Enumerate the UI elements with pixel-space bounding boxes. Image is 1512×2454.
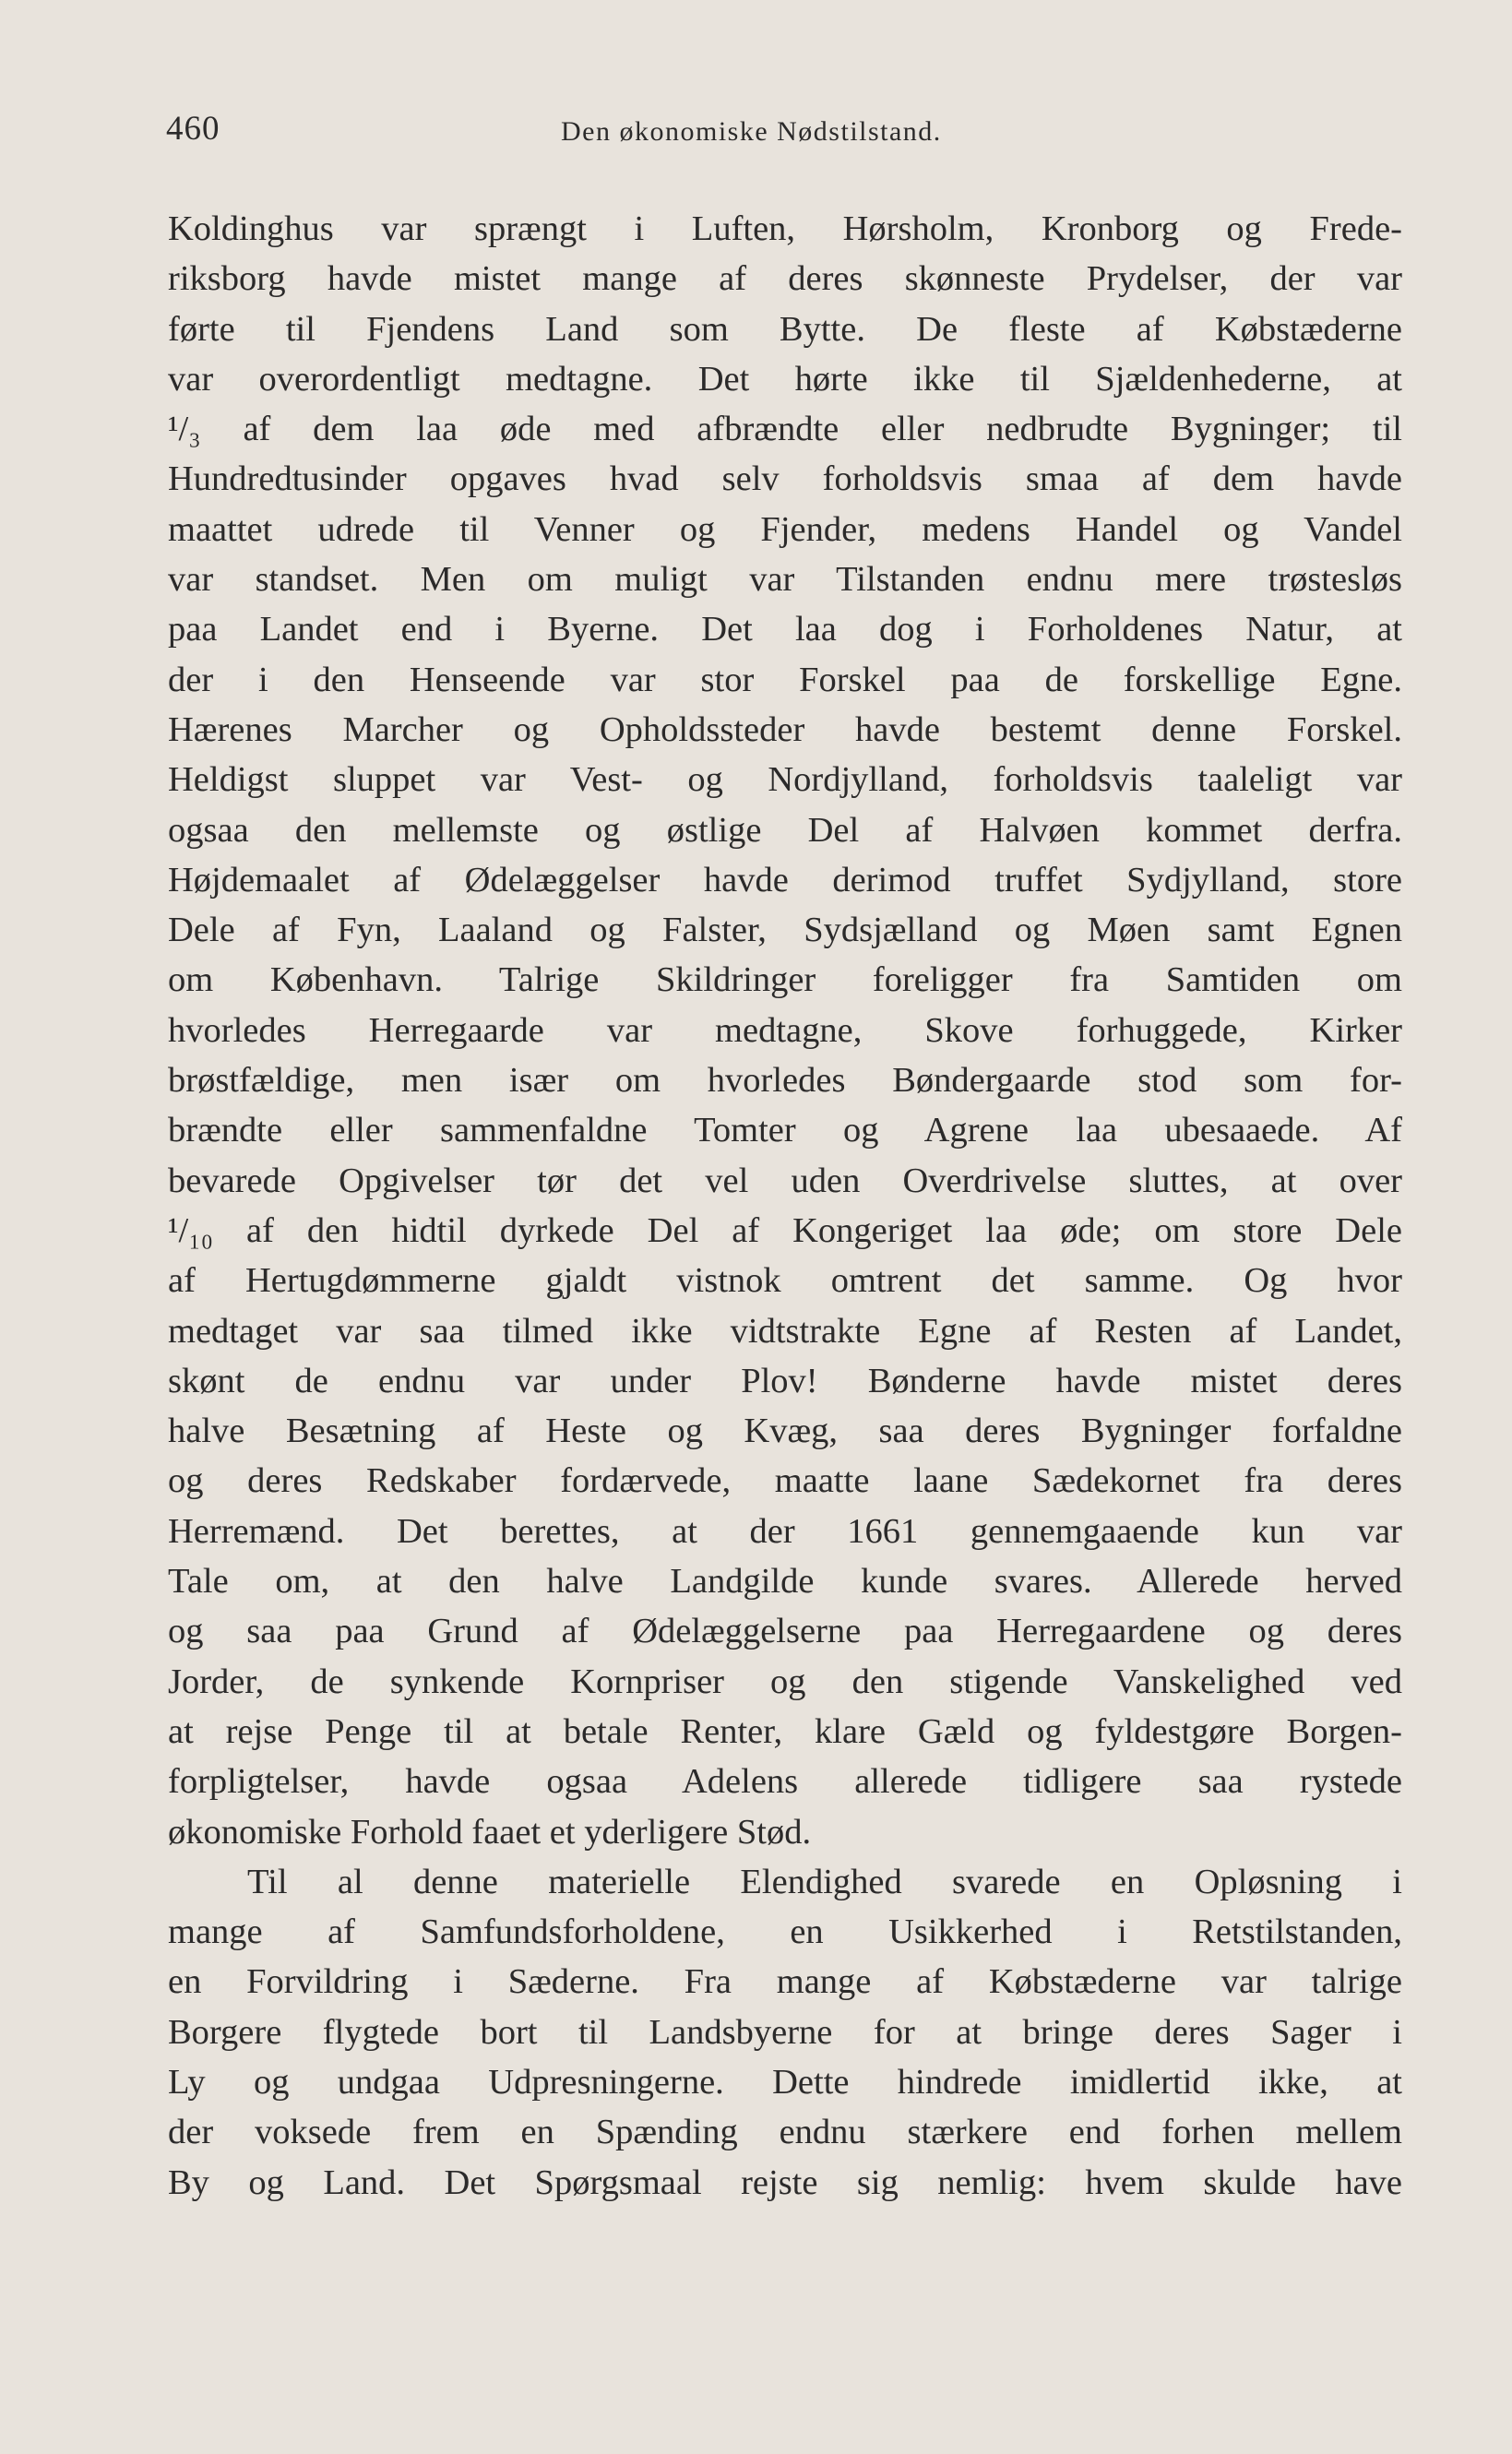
text-line: Dele af Fyn, Laaland og Falster, Sydsjælland og Møen samt Egnen <box>168 911 1402 950</box>
text-line: skønt de endnu var under Plov! Bønderne havde mistet deres <box>168 1361 1402 1400</box>
text-line: forpligtelser, havde ogsaa Adelens allerede tidligere saa rystede <box>168 1762 1402 1802</box>
text-line: maattet udrede til Venner og Fjender, medens Handel og Vandel <box>168 509 1402 549</box>
text-line: der i den Henseende var stor Forskel paa de forskellige Egne. <box>168 660 1402 699</box>
text-line: Borgere flygtede bort til Landsbyerne for at bringe deres Sager i <box>168 2012 1402 2052</box>
body-text <box>168 204 1402 2208</box>
page-number: 460 <box>166 110 220 148</box>
text-line: Til al denne materielle Elendighed svarede en Opløsning i <box>247 1862 1402 1901</box>
text-line: Jorder, de synkende Kornpriser og den stigende Vanskelighed ved <box>168 1662 1402 1701</box>
text-line: økonomiske Forhold faaet et yderligere Stød. <box>168 1812 812 1852</box>
text-line: brøstfældige, men især om hvorledes Bøndergaarde stod som for- <box>168 1061 1402 1101</box>
text-line: Højdemaalet af Ødelæggelser havde derimod truffet Sydjylland, store <box>168 860 1402 899</box>
text-line: Tale om, at den halve Landgilde kunde svares. Allerede herved <box>168 1562 1402 1602</box>
text-line: ogsaa den mellemste og østlige Del af Halvøen kommet derfra. <box>168 810 1402 850</box>
text-line: hvorledes Herregaarde var medtagne, Skove forhuggede, Kirker <box>168 1010 1402 1050</box>
text-line: medtaget var saa tilmed ikke vidtstrakte Egne af Resten af Landet, <box>168 1311 1402 1351</box>
text-line: Koldinghus var sprængt i Luften, Hørsholm, Kronborg og Frede- <box>168 209 1402 248</box>
text-line: ¹/₃ af dem laa øde med afbrændte eller nedbrudte Bygninger; til <box>168 410 1402 449</box>
text-line: By og Land. Det Spørgsmaal rejste sig nemlig: hvem skulde have <box>168 2162 1402 2202</box>
text-line: Hundredtusinder opgaves hvad selv forholdsvis smaa af dem havde <box>168 459 1402 499</box>
text-line: der voksede frem en Spænding endnu stærkere end forhen mellem <box>168 2113 1402 2152</box>
text-line: Ly og undgaa Udpresningerne. Dette hindrede imidlertid ikke, at <box>168 2062 1402 2102</box>
text-line: brændte eller sammenfaldne Tomter og Agrene laa ubesaaede. Af <box>168 1111 1402 1150</box>
text-line: Hærenes Marcher og Opholdssteder havde bestemt denne Forskel. <box>168 709 1402 749</box>
text-line: af Hertugdømmerne gjaldt vistnok omtrent det samme. Og hvor <box>168 1261 1402 1301</box>
text-line: Herremænd. Det berettes, at der 1661 gennemgaaende kun var <box>168 1511 1402 1551</box>
text-line: Heldigst sluppet var Vest- og Nordjylland, forholdsvis taaleligt var <box>168 760 1402 800</box>
running-title: Den økonomiske Nødstilstand. <box>561 116 942 147</box>
text-line: var standset. Men om muligt var Tilstanden endnu mere trøstesløs <box>168 560 1402 600</box>
text-line: ¹/₁₀ af den hidtil dyrkede Del af Kongeriget laa øde; om store Dele <box>168 1210 1402 1250</box>
text-line: var overordentligt medtagne. Det hørte ikke til Sjældenhederne, at <box>168 359 1402 399</box>
text-line: en Forvildring i Sæderne. Fra mange af Købstæderne var talrige <box>168 1962 1402 2002</box>
text-line: og saa paa Grund af Ødelæggelserne paa Herregaardene og deres <box>168 1612 1402 1651</box>
text-line: om København. Talrige Skildringer foreligger fra Samtiden om <box>168 960 1402 1000</box>
text-line: paa Landet end i Byerne. Det laa dog i Forholdenes Natur, at <box>168 610 1402 649</box>
text-line: riksborg havde mistet mange af deres skønneste Prydelser, der var <box>168 259 1402 299</box>
text-line: mange af Samfundsforholdene, en Usikkerhed i Retstilstanden, <box>168 1912 1402 1952</box>
text-line: førte til Fjendens Land som Bytte. De fleste af Købstæderne <box>168 309 1402 349</box>
text-line: og deres Redskaber fordærvede, maatte laane Sædekornet fra deres <box>168 1461 1402 1501</box>
text-line: at rejse Penge til at betale Renter, klare Gæld og fyldestgøre Borgen- <box>168 1711 1402 1751</box>
text-line: bevarede Opgivelser tør det vel uden Overdrivelse sluttes, at over <box>168 1161 1402 1200</box>
page-header <box>166 109 1402 164</box>
text-line: halve Besætning af Heste og Kvæg, saa deres Bygninger forfaldne <box>168 1412 1402 1451</box>
